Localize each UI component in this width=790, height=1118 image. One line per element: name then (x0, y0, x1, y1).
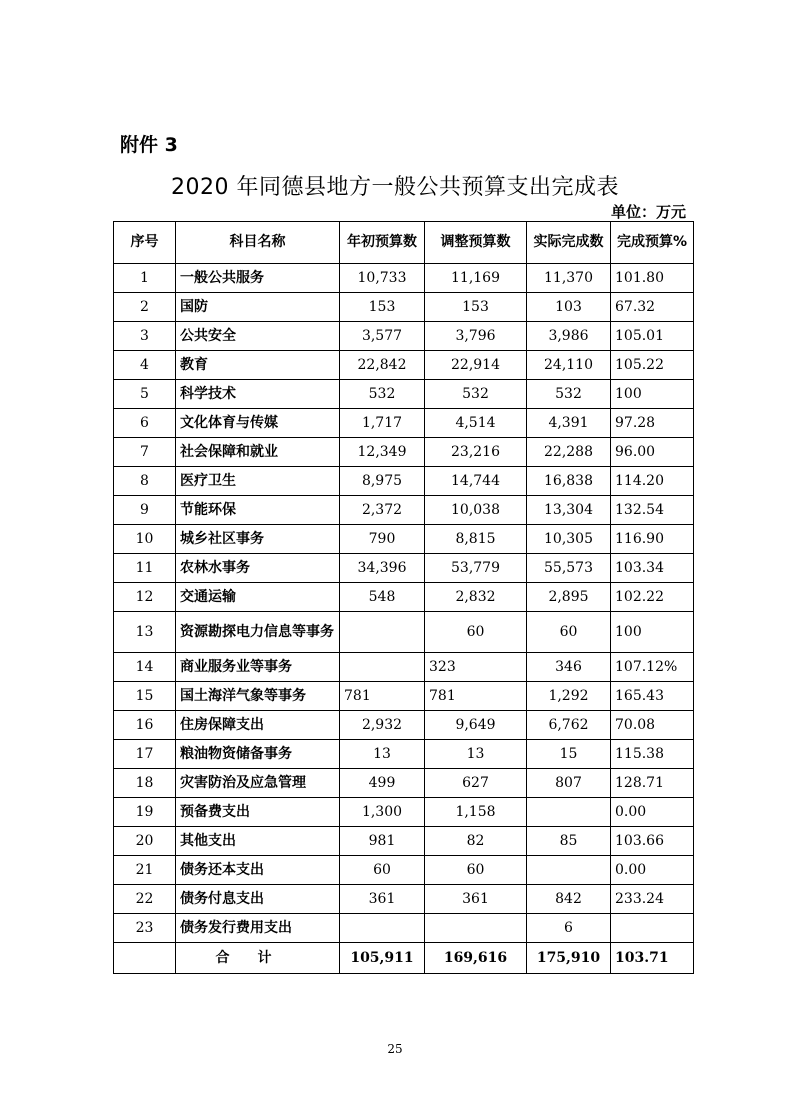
row-adjusted: 9,649 (425, 711, 527, 740)
row-name: 预备费支出 (176, 798, 340, 827)
table-row (114, 914, 694, 943)
row-pct: 116.90 (611, 525, 694, 554)
row-index: 18 (114, 769, 176, 798)
row-index: 4 (114, 351, 176, 380)
table-row (114, 554, 694, 583)
row-initial: 532 (340, 380, 425, 409)
row-initial (340, 612, 425, 653)
table-row (114, 525, 694, 554)
row-actual: 10,305 (527, 525, 611, 554)
row-pct (611, 914, 694, 943)
row-initial: 3,577 (340, 322, 425, 351)
row-initial: 790 (340, 525, 425, 554)
row-index: 13 (114, 612, 176, 653)
row-pct: 114.20 (611, 467, 694, 496)
row-initial (340, 914, 425, 943)
row-index: 6 (114, 409, 176, 438)
total-pct: 103.71 (611, 943, 694, 974)
table-row (114, 496, 694, 525)
row-initial: 2,932 (340, 711, 425, 740)
row-name: 公共安全 (176, 322, 340, 351)
total-index-cell (114, 943, 176, 974)
row-adjusted: 82 (425, 827, 527, 856)
row-name: 节能环保 (176, 496, 340, 525)
row-initial: 12,349 (340, 438, 425, 467)
row-name: 文化体育与传媒 (176, 409, 340, 438)
row-adjusted: 60 (425, 856, 527, 885)
table-row (114, 653, 694, 682)
row-index: 16 (114, 711, 176, 740)
row-initial: 1,300 (340, 798, 425, 827)
row-initial: 2,372 (340, 496, 425, 525)
row-name: 债务付息支出 (176, 885, 340, 914)
row-adjusted: 2,832 (425, 583, 527, 612)
row-index: 9 (114, 496, 176, 525)
row-name: 城乡社区事务 (176, 525, 340, 554)
row-actual: 532 (527, 380, 611, 409)
row-actual: 4,391 (527, 409, 611, 438)
row-initial: 981 (340, 827, 425, 856)
row-name: 科学技术 (176, 380, 340, 409)
attachment-label: 附件 3 (120, 134, 178, 156)
row-initial: 548 (340, 583, 425, 612)
table-row (114, 322, 694, 351)
row-adjusted: 13 (425, 740, 527, 769)
table-row (114, 351, 694, 380)
row-pct: 96.00 (611, 438, 694, 467)
row-initial: 10,733 (340, 264, 425, 293)
row-initial: 34,396 (340, 554, 425, 583)
row-adjusted: 361 (425, 885, 527, 914)
row-name: 灾害防治及应急管理 (176, 769, 340, 798)
table-row (114, 264, 694, 293)
row-pct: 103.34 (611, 554, 694, 583)
row-name: 粮油物资储备事务 (176, 740, 340, 769)
row-pct: 0.00 (611, 798, 694, 827)
row-initial: 8,975 (340, 467, 425, 496)
row-index: 14 (114, 653, 176, 682)
row-index: 20 (114, 827, 176, 856)
row-actual (527, 798, 611, 827)
row-adjusted: 10,038 (425, 496, 527, 525)
row-adjusted: 627 (425, 769, 527, 798)
row-actual: 6 (527, 914, 611, 943)
row-name: 医疗卫生 (176, 467, 340, 496)
row-index: 15 (114, 682, 176, 711)
row-pct: 102.22 (611, 583, 694, 612)
table-row (114, 740, 694, 769)
row-initial: 499 (340, 769, 425, 798)
row-actual (527, 856, 611, 885)
row-name: 商业服务业等事务 (176, 653, 340, 682)
row-name: 交通运输 (176, 583, 340, 612)
header-index: 序号 (114, 222, 176, 264)
row-actual: 24,110 (527, 351, 611, 380)
row-pct: 103.66 (611, 827, 694, 856)
row-adjusted: 4,514 (425, 409, 527, 438)
row-initial: 13 (340, 740, 425, 769)
row-pct: 132.54 (611, 496, 694, 525)
row-index: 22 (114, 885, 176, 914)
header-adjusted: 调整预算数 (425, 222, 527, 264)
table-row (114, 798, 694, 827)
row-adjusted: 153 (425, 293, 527, 322)
row-actual: 55,573 (527, 554, 611, 583)
row-pct: 70.08 (611, 711, 694, 740)
row-actual: 16,838 (527, 467, 611, 496)
table-row (114, 885, 694, 914)
table-row (114, 380, 694, 409)
row-pct: 97.28 (611, 409, 694, 438)
table-row (114, 409, 694, 438)
row-actual: 60 (527, 612, 611, 653)
row-index: 8 (114, 467, 176, 496)
row-initial: 60 (340, 856, 425, 885)
row-actual: 6,762 (527, 711, 611, 740)
row-pct: 233.24 (611, 885, 694, 914)
row-adjusted: 60 (425, 612, 527, 653)
row-index: 11 (114, 554, 176, 583)
row-actual: 346 (527, 653, 611, 682)
row-pct: 105.22 (611, 351, 694, 380)
row-pct: 105.01 (611, 322, 694, 351)
row-index: 19 (114, 798, 176, 827)
row-adjusted: 532 (425, 380, 527, 409)
table-row (114, 293, 694, 322)
row-pct: 67.32 (611, 293, 694, 322)
table-row (114, 711, 694, 740)
row-actual: 22,288 (527, 438, 611, 467)
row-index: 5 (114, 380, 176, 409)
row-index: 10 (114, 525, 176, 554)
row-adjusted: 1,158 (425, 798, 527, 827)
row-actual: 842 (527, 885, 611, 914)
row-pct: 0.00 (611, 856, 694, 885)
row-adjusted (425, 914, 527, 943)
header-name: 科目名称 (176, 222, 340, 264)
total-actual: 175,910 (527, 943, 611, 974)
total-initial: 105,911 (340, 943, 425, 974)
table-row (114, 612, 694, 653)
row-name: 债务还本支出 (176, 856, 340, 885)
row-actual: 13,304 (527, 496, 611, 525)
row-adjusted: 3,796 (425, 322, 527, 351)
row-name: 债务发行费用支出 (176, 914, 340, 943)
total-label: 合计 (176, 943, 340, 974)
total-adjusted: 169,616 (425, 943, 527, 974)
row-name: 国防 (176, 293, 340, 322)
total-row (114, 943, 694, 974)
row-pct: 101.80 (611, 264, 694, 293)
row-index: 2 (114, 293, 176, 322)
row-index: 12 (114, 583, 176, 612)
row-initial: 1,717 (340, 409, 425, 438)
row-pct: 100 (611, 380, 694, 409)
row-adjusted: 781 (425, 682, 527, 711)
row-adjusted: 323 (425, 653, 527, 682)
row-adjusted: 8,815 (425, 525, 527, 554)
budget-table (113, 221, 694, 974)
row-pct: 115.38 (611, 740, 694, 769)
row-initial: 153 (340, 293, 425, 322)
row-pct: 100 (611, 612, 694, 653)
table-row (114, 827, 694, 856)
page-title: 2020 年同德县地方一般公共预算支出完成表 (171, 175, 619, 200)
row-name: 住房保障支出 (176, 711, 340, 740)
row-actual: 11,370 (527, 264, 611, 293)
row-name: 国土海洋气象等事务 (176, 682, 340, 711)
row-pct: 128.71 (611, 769, 694, 798)
header-pct: 完成预算% (611, 222, 694, 264)
row-actual: 85 (527, 827, 611, 856)
row-actual: 1,292 (527, 682, 611, 711)
row-name: 一般公共服务 (176, 264, 340, 293)
row-index: 17 (114, 740, 176, 769)
row-adjusted: 23,216 (425, 438, 527, 467)
unit-label: 单位：万元 (610, 203, 686, 221)
row-initial: 361 (340, 885, 425, 914)
row-pct: 107.12% (611, 653, 694, 682)
row-name: 教育 (176, 351, 340, 380)
table-row (114, 856, 694, 885)
header-initial: 年初预算数 (340, 222, 425, 264)
row-initial: 22,842 (340, 351, 425, 380)
table-row (114, 769, 694, 798)
row-adjusted: 53,779 (425, 554, 527, 583)
row-adjusted: 22,914 (425, 351, 527, 380)
row-adjusted: 11,169 (425, 264, 527, 293)
header-actual: 实际完成数 (527, 222, 611, 264)
row-index: 23 (114, 914, 176, 943)
table-row (114, 682, 694, 711)
row-index: 21 (114, 856, 176, 885)
row-name: 其他支出 (176, 827, 340, 856)
row-actual: 103 (527, 293, 611, 322)
row-adjusted: 14,744 (425, 467, 527, 496)
table-row (114, 438, 694, 467)
page-number: 25 (387, 1042, 403, 1056)
row-name: 资源勘探电力信息等事务 (176, 612, 340, 653)
row-initial (340, 653, 425, 682)
row-actual: 807 (527, 769, 611, 798)
row-pct: 165.43 (611, 682, 694, 711)
row-index: 3 (114, 322, 176, 351)
row-actual: 3,986 (527, 322, 611, 351)
row-index: 1 (114, 264, 176, 293)
row-name: 农林水事务 (176, 554, 340, 583)
row-index: 7 (114, 438, 176, 467)
row-actual: 2,895 (527, 583, 611, 612)
table-row (114, 467, 694, 496)
table-row (114, 583, 694, 612)
row-actual: 15 (527, 740, 611, 769)
table-header-row (114, 222, 694, 264)
row-name: 社会保障和就业 (176, 438, 340, 467)
row-initial: 781 (340, 682, 425, 711)
